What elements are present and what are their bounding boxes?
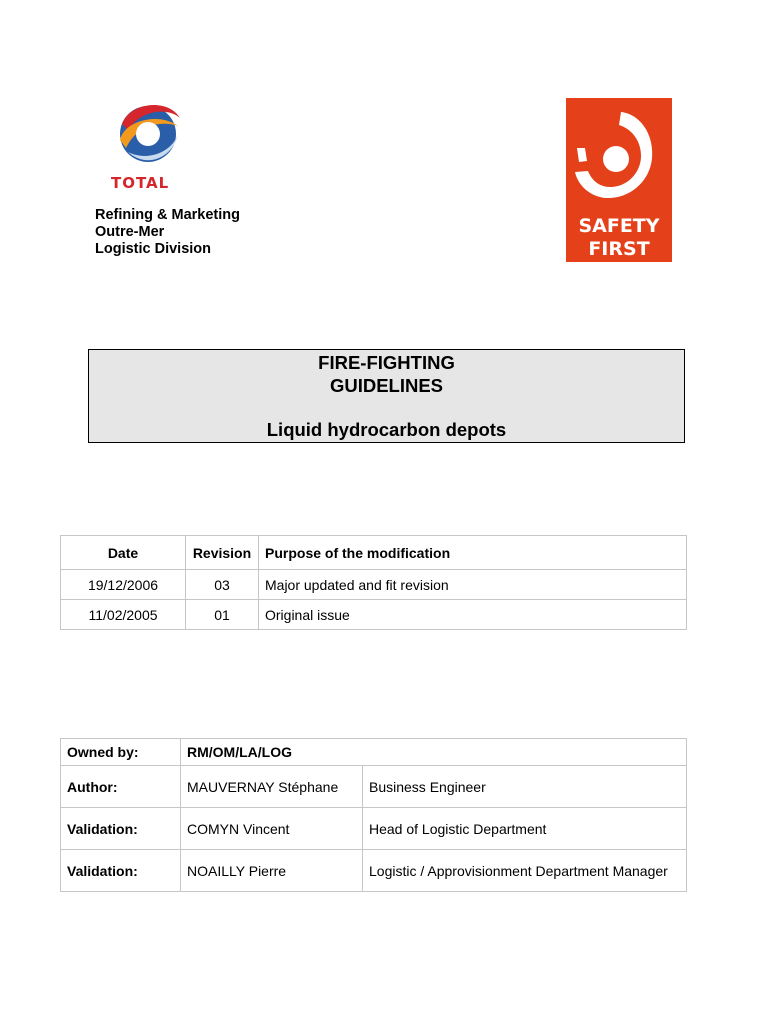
table-row <box>61 850 687 892</box>
org-line-2: Outre-Mer <box>95 224 165 240</box>
role-label: Validation: <box>61 850 181 892</box>
table-row <box>61 600 687 630</box>
owned-by-value: RM/OM/LA/LOG <box>181 739 687 766</box>
owned-by-label: Owned by: <box>61 739 181 766</box>
person-name: MAUVERNAY Stéphane <box>181 766 363 808</box>
person-title: Logistic / Approvisionment Department Manager <box>363 850 687 892</box>
org-line-3: Logistic Division <box>95 241 212 257</box>
revision-table <box>60 535 687 630</box>
revision-date: 11/02/2005 <box>61 600 186 630</box>
revision-purpose: Major updated and fit revision <box>259 570 687 600</box>
revision-header-purpose: Purpose of the modification <box>259 536 687 570</box>
person-title: Head of Logistic Department <box>363 808 687 850</box>
total-emblem-icon <box>108 96 192 174</box>
document-title-box <box>88 349 685 443</box>
revision-header-revision: Revision <box>186 536 259 570</box>
total-wordmark: TOTAL <box>111 174 170 192</box>
role-label: Author: <box>61 766 181 808</box>
safety-logo-line-2: FIRST <box>588 238 650 260</box>
revision-number: 03 <box>186 570 259 600</box>
person-title: Business Engineer <box>363 766 687 808</box>
role-label: Validation: <box>61 808 181 850</box>
revision-header-date: Date <box>61 536 186 570</box>
org-line-1: Refining & Marketing <box>95 207 241 223</box>
total-logo <box>108 96 192 196</box>
safety-logo-line-1: SAFETY <box>578 215 660 237</box>
revision-number: 01 <box>186 600 259 630</box>
safety-first-logo <box>566 98 672 262</box>
revision-purpose: Original issue <box>259 600 687 630</box>
owned-by-row <box>61 739 687 766</box>
table-row <box>61 808 687 850</box>
ownership-table <box>60 738 687 892</box>
document-title-line-1: FIRE-FIGHTING <box>318 352 455 373</box>
person-name: COMYN Vincent <box>181 808 363 850</box>
organization-block <box>95 207 240 258</box>
revision-date: 19/12/2006 <box>61 570 186 600</box>
revision-header-row <box>61 536 687 570</box>
table-row <box>61 570 687 600</box>
table-row <box>61 766 687 808</box>
person-name: NOAILLY Pierre <box>181 850 363 892</box>
document-subtitle: Liquid hydrocarbon depots <box>266 419 507 440</box>
document-title-line-2: GUIDELINES <box>329 375 444 396</box>
